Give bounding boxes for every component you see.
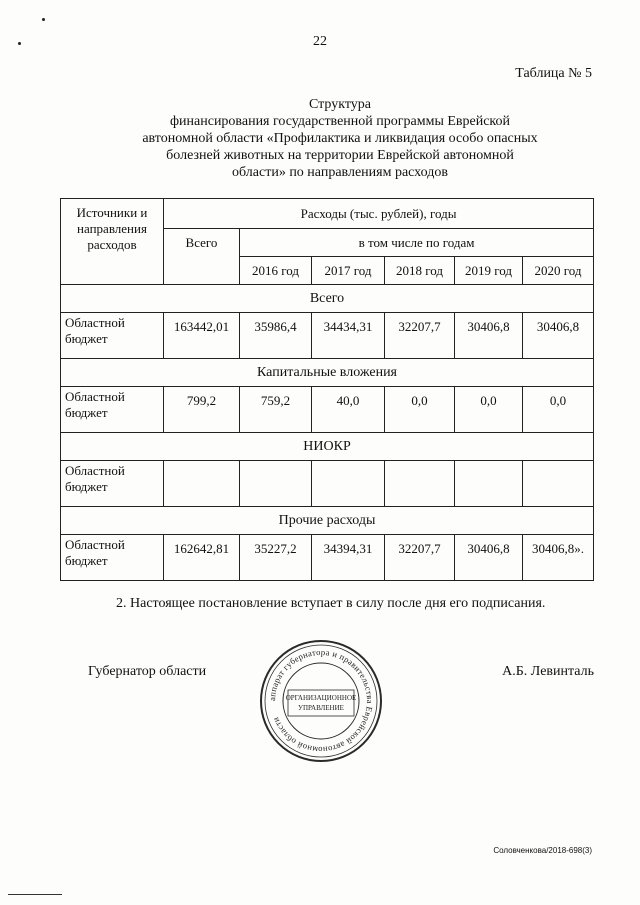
row-label: Областной бюджет [61,387,164,433]
cell-year [385,461,455,507]
cell-year: 30406,8 [455,313,523,359]
cell-year [312,461,385,507]
seal-inner-line2: УПРАВЛЕНИЕ [298,704,344,712]
scan-speck [42,18,45,21]
header-by-year: в том числе по годам [240,229,594,257]
header-year: 2019 год [455,257,523,285]
governor-name: А.Б. Левинталь [502,664,594,679]
seal-inner-line1: ОРГАНИЗАЦИОННОЕ [285,694,357,702]
section-title: Прочие расходы [61,507,594,535]
cell-year [455,461,523,507]
cell-year [523,461,594,507]
cell-year: 30406,8 [523,313,594,359]
cell-year [240,461,312,507]
seal-outer-text: аппарат губернатора и правительства Еврейской автономной области [266,646,376,756]
decree-text: 2. Настоящее постановление вступает в силу после дня его подписания. [116,596,546,611]
header-sources: Источники и направления расходов [61,199,164,285]
cell-year: 0,0 [455,387,523,433]
table-row [61,387,594,433]
section-title: Всего [61,285,594,313]
title-line: болезней животных на территории Еврейской автономной [166,148,514,163]
title-line: финансирования государственной программы Еврейской [169,114,511,129]
title-line: области» по направлениям расходов [232,165,448,180]
cell-year: 0,0 [385,387,455,433]
footer-divider [8,894,62,895]
cell-year: 32207,7 [385,535,455,581]
header-expenses: Расходы (тыс. рублей), годы [164,199,594,229]
cell-year: 30406,8». [523,535,594,581]
cell-year: 30406,8 [455,535,523,581]
title-line: автономной области «Профилактика и ликвидация особо опасных [142,131,538,146]
cell-year: 32207,7 [385,313,455,359]
header-year: 2018 год [385,257,455,285]
document-title [100,96,580,181]
table-label: Таблица № 5 [515,66,592,81]
table-row [61,535,594,581]
row-label: Областной бюджет [61,313,164,359]
cell-total: 799,2 [164,387,240,433]
cell-year: 0,0 [523,387,594,433]
cell-year: 759,2 [240,387,312,433]
cell-year: 35986,4 [240,313,312,359]
governor-title: Губернатор области [88,664,207,679]
page-number: 22 [313,34,327,49]
table-row [61,461,594,507]
cell-year: 40,0 [312,387,385,433]
footer-note: Соловченкова/2018-698(3) [493,846,592,855]
financing-table [60,198,594,581]
cell-year: 35227,2 [240,535,312,581]
table-row [61,313,594,359]
row-label: Областной бюджет [61,461,164,507]
header-year: 2017 год [312,257,385,285]
cell-year: 34394,31 [312,535,385,581]
section-title: Капитальные вложения [61,359,594,387]
cell-total: 162642,81 [164,535,240,581]
header-total: Всего [164,229,240,285]
title-line: Структура [308,97,372,112]
cell-year: 34434,31 [312,313,385,359]
row-label: Областной бюджет [61,535,164,581]
header-year: 2016 год [240,257,312,285]
cell-total [164,461,240,507]
section-title: НИОКР [61,433,594,461]
official-seal [258,638,384,764]
scan-speck [18,42,21,45]
header-year: 2020 год [523,257,594,285]
cell-total: 163442,01 [164,313,240,359]
